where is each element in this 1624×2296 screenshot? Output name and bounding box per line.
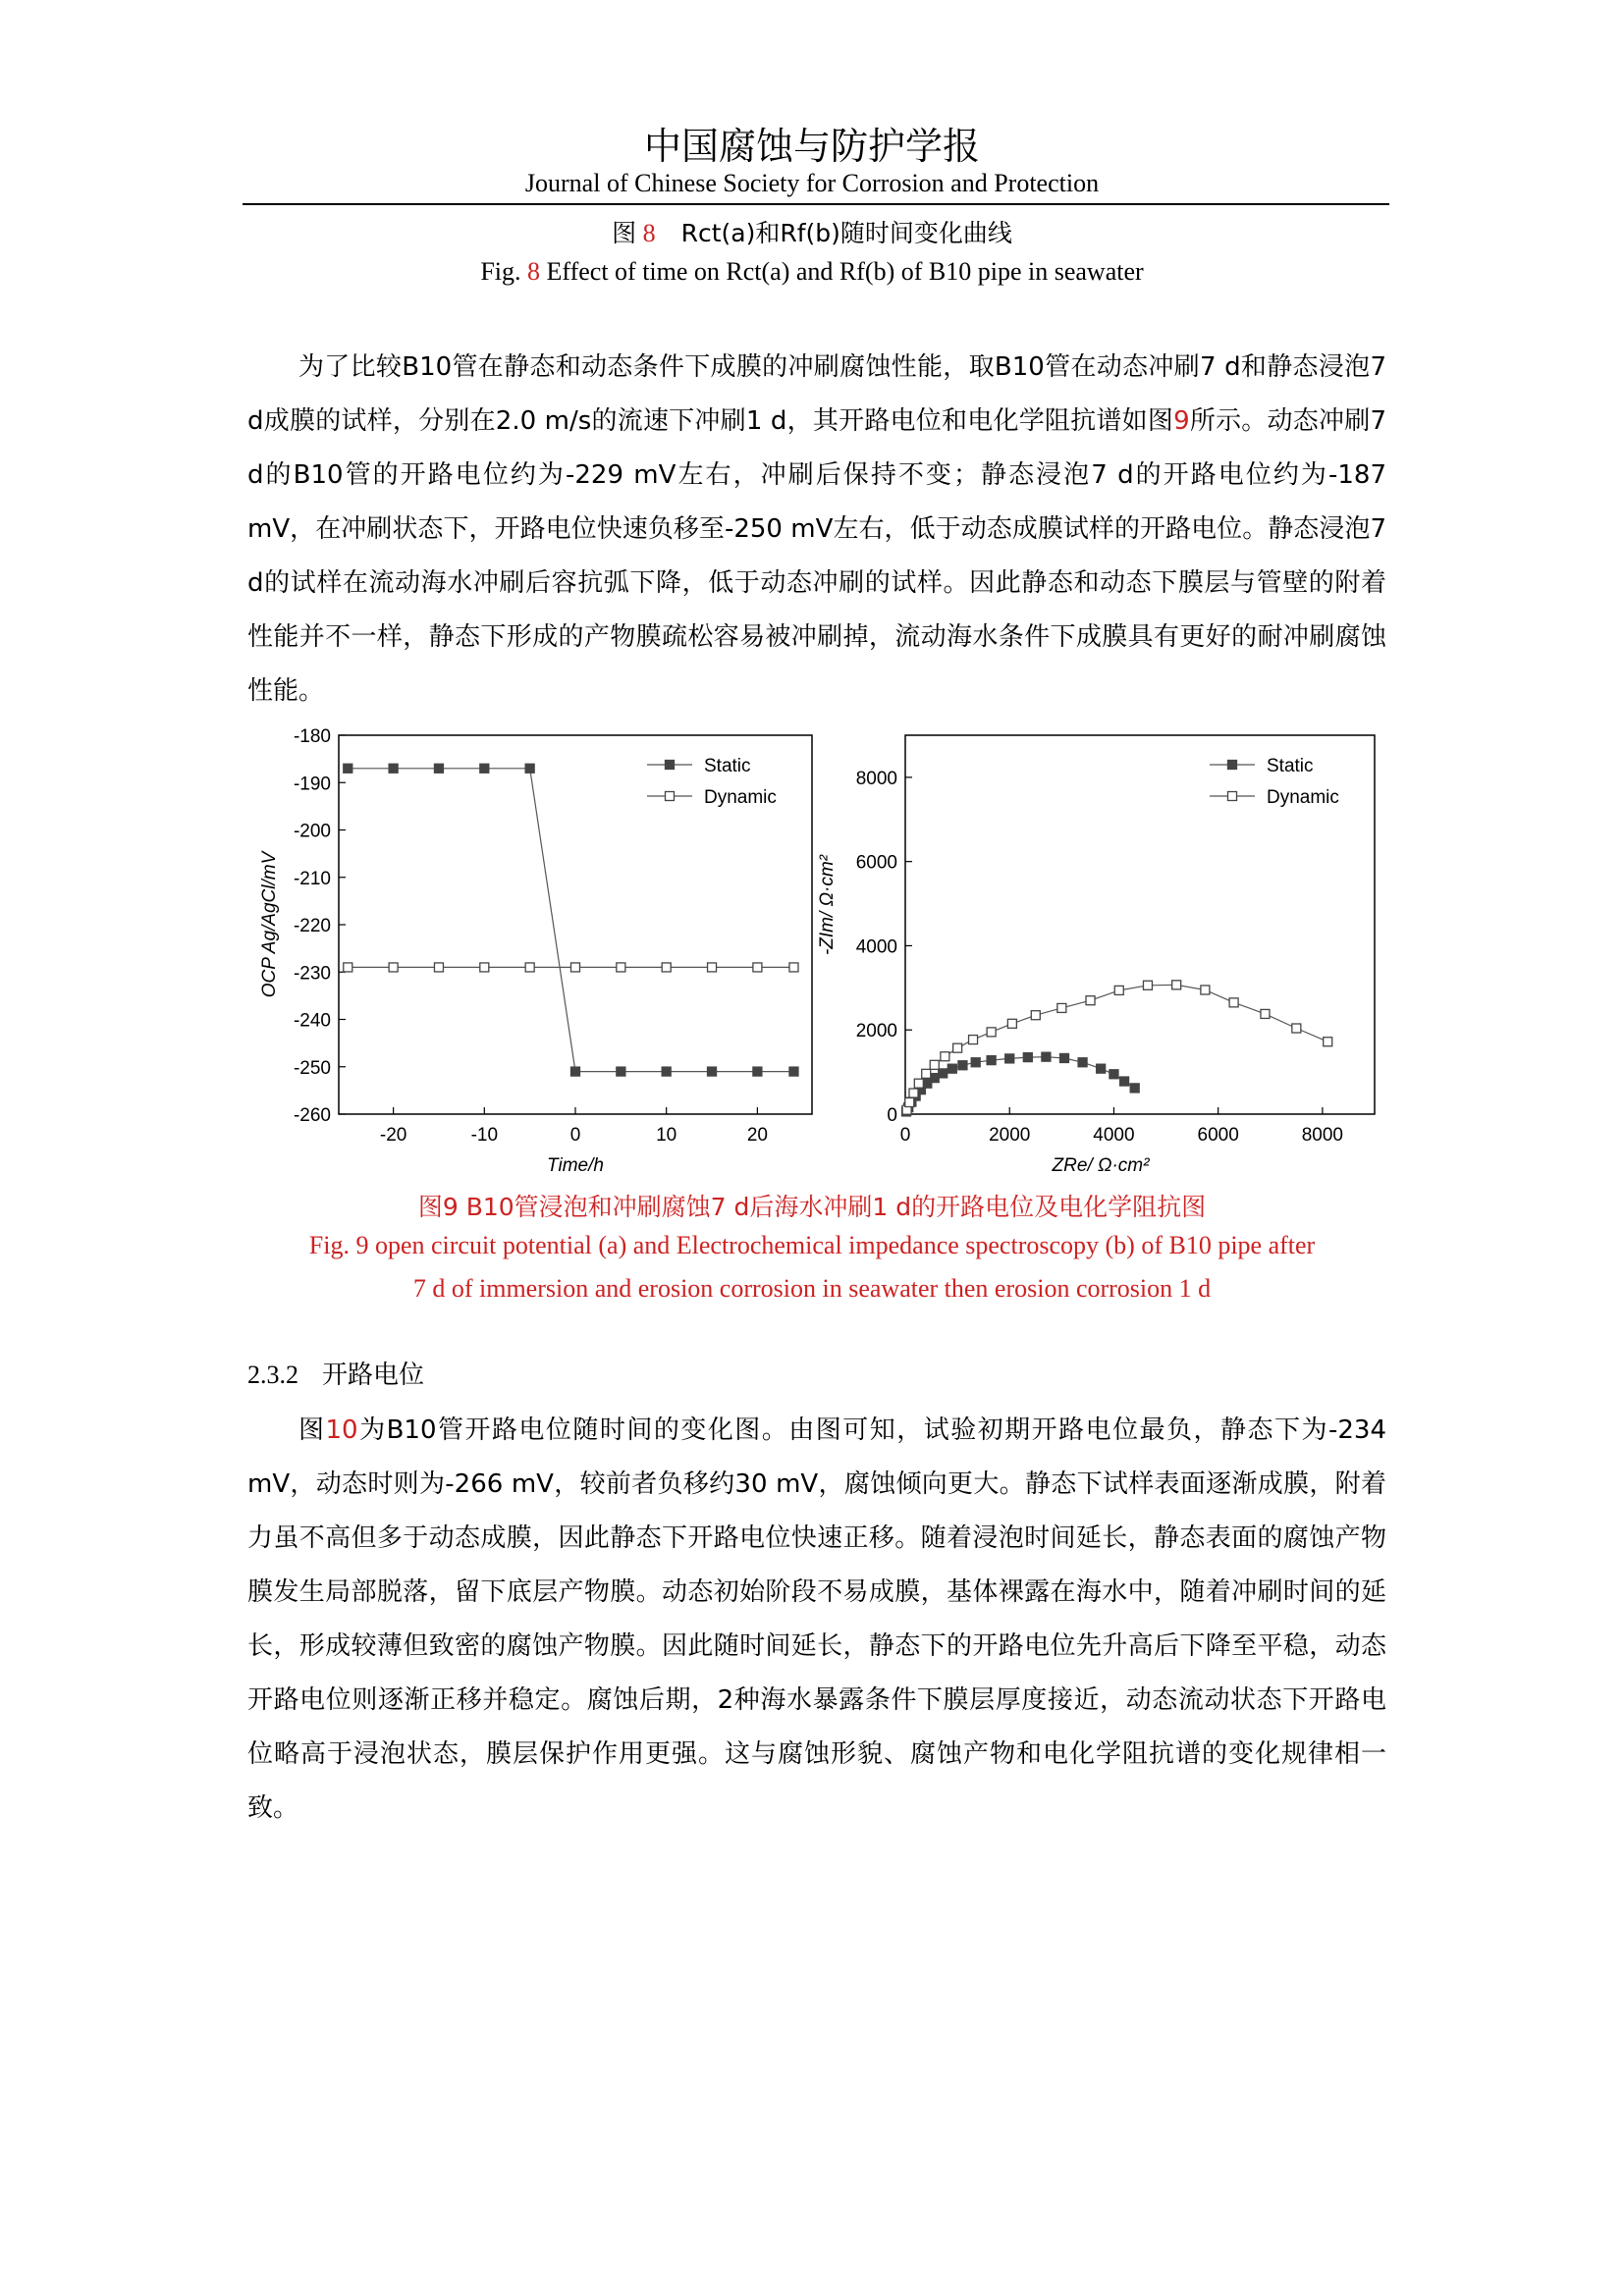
- panel-b-point-static: [930, 1074, 939, 1083]
- panel-b-point-static: [947, 1064, 956, 1073]
- paragraph-1-part-b: 所示。动态冲刷7 d的B10管的开路电位约为-229 mV左右，冲刷后保持不变；静态浸泡7 d的开路电位约为-187 mV，在冲刷状态下，开路电位快速负移至-250 mV左右，低于动态成膜试样的开路电位。静态浸泡7 d的试样在流动海水冲刷后容抗弧下降，低于动态冲刷的试样。因此静态和动态下膜层与管壁的附着性能并不一样，静态下形成的产物膜疏松容易被冲刷掉，流动海水条件下成膜具有更好的耐冲刷腐蚀性能。: [247, 406, 1386, 706]
- panel-b-y-axis-label: -ZIm/ Ω·cm²: [817, 854, 838, 956]
- panel-a-y-tick-label: -240: [293, 1010, 331, 1032]
- panel-a-point-static: [389, 764, 398, 773]
- section-title: 开路电位: [322, 1361, 425, 1390]
- panel-a-x-tick-label: -10: [470, 1125, 499, 1146]
- panel-b-point-dynamic: [969, 1036, 978, 1044]
- panel-a-x-tick-label: 0: [569, 1125, 581, 1146]
- panel-b-point-dynamic: [1086, 996, 1095, 1005]
- panel-a-legend-marker: [666, 761, 675, 770]
- panel-a-x-axis-label: Time/h: [547, 1155, 604, 1176]
- panel-b-legend-marker: [1228, 792, 1237, 801]
- panel-b-series-line-dynamic: [907, 985, 1328, 1109]
- panel-a-point-static: [525, 764, 534, 773]
- panel-b-point-dynamic: [987, 1028, 996, 1037]
- panel-b-point-static: [939, 1069, 947, 1078]
- panel-b-point-dynamic: [1172, 981, 1181, 989]
- journal-title-en: Journal of Chinese Society for Corrosion and Protection: [524, 169, 1100, 197]
- panel-b-point-dynamic: [953, 1043, 962, 1052]
- panel-a-point-dynamic: [789, 963, 798, 972]
- fig8-number[interactable]: 8: [642, 219, 656, 247]
- panel-a-point-dynamic: [434, 963, 443, 972]
- panel-b-point-static: [1130, 1084, 1139, 1093]
- panel-b-x-tick-label: 6000: [1197, 1125, 1239, 1146]
- panel-a-point-static: [789, 1067, 798, 1076]
- journal-title-cn: 中国腐蚀与防护学报: [643, 125, 980, 168]
- paragraph-2: [247, 1404, 1386, 1836]
- fig8-caption-text: Rct(a)和Rf(b)随时间变化曲线: [680, 219, 1012, 247]
- chart-panel-a: [259, 726, 812, 1176]
- panel-b-x-axis-label: ZRe/ Ω·cm²: [1052, 1155, 1150, 1176]
- panel-b-x-tick-label: 2000: [989, 1125, 1031, 1146]
- fig9-caption-cn: [0, 1188, 1624, 1223]
- panel-b-point-dynamic: [941, 1052, 949, 1061]
- fig8-en-number[interactable]: 8: [527, 257, 541, 286]
- fig9-reference[interactable]: 9: [1173, 406, 1190, 436]
- panel-b-point-dynamic: [1143, 981, 1152, 989]
- panel-b-point-dynamic: [1324, 1038, 1332, 1046]
- panel-a-y-axis-label: OCP Ag/AgCl/mV: [259, 851, 280, 998]
- panel-a-y-tick-label: -220: [293, 916, 331, 936]
- fig8-en-caption: Effect of time on Rct(a) and Rf(b) of B10 pipe in seawater: [546, 257, 1144, 286]
- panel-a-point-static: [753, 1067, 762, 1076]
- panel-b-point-dynamic: [1261, 1009, 1270, 1018]
- panel-a-point-static: [617, 1067, 625, 1076]
- panel-a-point-dynamic: [344, 963, 352, 972]
- panel-b-point-dynamic: [1031, 1011, 1040, 1020]
- panel-b-point-static: [987, 1056, 996, 1065]
- paragraph-2-part-b: 为B10管开路电位随时间的变化图。由图可知，试验初期开路电位最负，静态下为-234 mV，动态时则为-266 mV，较前者负移约30 mV，腐蚀倾向更大。静态下试样表面逐渐成膜，附着力虽不高但多于动态成膜，因此静态下开路电位快速正移。随着浸泡时间延长，静态表面的腐蚀产物膜发生局部脱落，留下底层产物膜。动态初始阶段不易成膜，基体裸露在海水中，随着冲刷时间的延长，形成较薄但致密的腐蚀产物膜。因此随时间延长，静态下的开路电位先升高后下降至平稳，动态开路电位则逐渐正移并稳定。腐蚀后期，2种海水暴露条件下膜层厚度接近，动态流动状态下开路电位略高于浸泡状态，膜层保护作用更强。这与腐蚀形貌、腐蚀产物和电化学阻抗谱的变化规律相一致。: [247, 1415, 1386, 1823]
- panel-b-point-static: [1023, 1053, 1032, 1062]
- panel-b-y-tick-label: 6000: [855, 852, 897, 874]
- panel-b-x-tick-label: 0: [899, 1125, 911, 1146]
- panel-b-point-dynamic: [1057, 1003, 1066, 1012]
- fig8-caption-en: [0, 257, 1624, 287]
- panel-a-point-dynamic: [389, 963, 398, 972]
- panel-b-point-dynamic: [909, 1089, 918, 1097]
- fig10-reference[interactable]: 10: [325, 1415, 358, 1445]
- panel-a-y-tick-label: -210: [293, 868, 331, 889]
- panel-a-legend-label: Static: [704, 756, 751, 776]
- panel-a-point-dynamic: [571, 963, 580, 972]
- panel-a-point-static: [344, 764, 352, 773]
- panel-b-point-static: [1005, 1054, 1014, 1063]
- panel-a-point-dynamic: [662, 963, 671, 972]
- fig9-chart: [236, 717, 1394, 1188]
- panel-b-y-tick-label: 4000: [855, 936, 897, 958]
- chart-panel-b: [817, 735, 1375, 1176]
- panel-b-point-static: [971, 1058, 980, 1067]
- panel-b-y-tick-label: 2000: [855, 1021, 897, 1042]
- panel-b-point-dynamic: [1007, 1019, 1016, 1028]
- panel-a-x-tick-label: 10: [656, 1125, 677, 1146]
- paragraph-2-part-a: 图: [298, 1415, 326, 1445]
- panel-b-point-static: [1097, 1064, 1106, 1073]
- panel-b-point-static: [1110, 1070, 1118, 1079]
- panel-b-x-tick-label: 8000: [1301, 1125, 1344, 1146]
- paragraph-1-text: [247, 341, 1386, 719]
- panel-b-point-dynamic: [1292, 1024, 1301, 1033]
- panel-a-point-dynamic: [753, 963, 762, 972]
- panel-a-legend-label: Dynamic: [704, 787, 777, 808]
- panel-b-x-tick-label: 4000: [1093, 1125, 1135, 1146]
- panel-b-legend-marker: [1228, 761, 1237, 770]
- panel-a-y-tick-label: -180: [293, 726, 331, 747]
- panel-b-legend-label: Static: [1267, 756, 1314, 776]
- panel-b-point-static: [1120, 1077, 1129, 1086]
- panel-b-legend-label: Dynamic: [1267, 787, 1339, 808]
- fig9-caption-en-line1: Fig. 9 open circuit potential (a) and Electrochemical impedance spectroscopy (b) of B10 pipe after: [308, 1231, 1316, 1259]
- panel-a-point-dynamic: [617, 963, 625, 972]
- panel-b-point-dynamic: [1201, 986, 1210, 994]
- panel-a-x-tick-label: 20: [746, 1125, 768, 1146]
- panel-a-point-static: [708, 1067, 717, 1076]
- panel-a-point-static: [571, 1067, 580, 1076]
- panel-a-point-dynamic: [480, 963, 489, 972]
- panel-a-series-line-static: [348, 769, 793, 1072]
- panel-a-y-tick-label: -260: [293, 1105, 331, 1126]
- paragraph-1: [247, 341, 1386, 719]
- paragraph-2-text: [247, 1404, 1386, 1836]
- panel-b-point-static: [1042, 1052, 1051, 1061]
- fig8-en-prefix: Fig.: [480, 257, 521, 286]
- panel-b-point-dynamic: [1229, 998, 1238, 1007]
- panel-b-point-static: [1059, 1053, 1068, 1062]
- panel-b-point-dynamic: [905, 1097, 914, 1106]
- panel-a-y-tick-label: -230: [293, 963, 331, 985]
- panel-a-point-dynamic: [525, 963, 534, 972]
- panel-a-point-dynamic: [708, 963, 717, 972]
- header-rule: [243, 203, 1389, 205]
- section-heading: [247, 1355, 424, 1391]
- panel-a-point-static: [662, 1067, 671, 1076]
- fig9-caption-en-line2: 7 d of immersion and erosion corrosion in seawater then erosion corrosion 1 d: [412, 1274, 1212, 1303]
- panel-a-y-tick-label: -190: [293, 774, 331, 795]
- fig9-caption-cn-text: 图9 B10管浸泡和冲刷腐蚀7 d后海水冲刷1 d的开路电位及电化学阻抗图: [417, 1193, 1207, 1221]
- panel-b-point-static: [958, 1061, 967, 1070]
- panel-b-point-static: [1078, 1058, 1087, 1067]
- panel-a-x-tick-label: -20: [379, 1125, 407, 1146]
- panel-b-point-dynamic: [1114, 986, 1123, 994]
- panel-b-point-dynamic: [914, 1079, 923, 1088]
- panel-a-y-tick-label: -200: [293, 821, 331, 842]
- panel-a-legend-marker: [666, 792, 675, 801]
- panel-a-point-static: [480, 764, 489, 773]
- fig8-caption-cn: [0, 214, 1624, 249]
- section-number: 2.3.2: [247, 1361, 298, 1389]
- panel-b-point-dynamic: [930, 1060, 939, 1069]
- panel-b-y-tick-label: 8000: [855, 768, 897, 789]
- panel-b-y-tick-label: 0: [887, 1105, 897, 1126]
- panel-a-point-static: [434, 764, 443, 773]
- paragraph-1-part-a: 为了比较B10管在静态和动态条件下成膜的冲刷腐蚀性能，取B10管在动态冲刷7 d和静态浸泡7 d成膜的试样，分别在2.0 m/s的流速下冲刷1 d，其开路电位和电化学阻抗谱如图: [247, 352, 1386, 436]
- panel-a-y-tick-label: -250: [293, 1057, 331, 1079]
- fig8-prefix: 图: [612, 219, 637, 247]
- panel-b-point-dynamic: [922, 1069, 931, 1078]
